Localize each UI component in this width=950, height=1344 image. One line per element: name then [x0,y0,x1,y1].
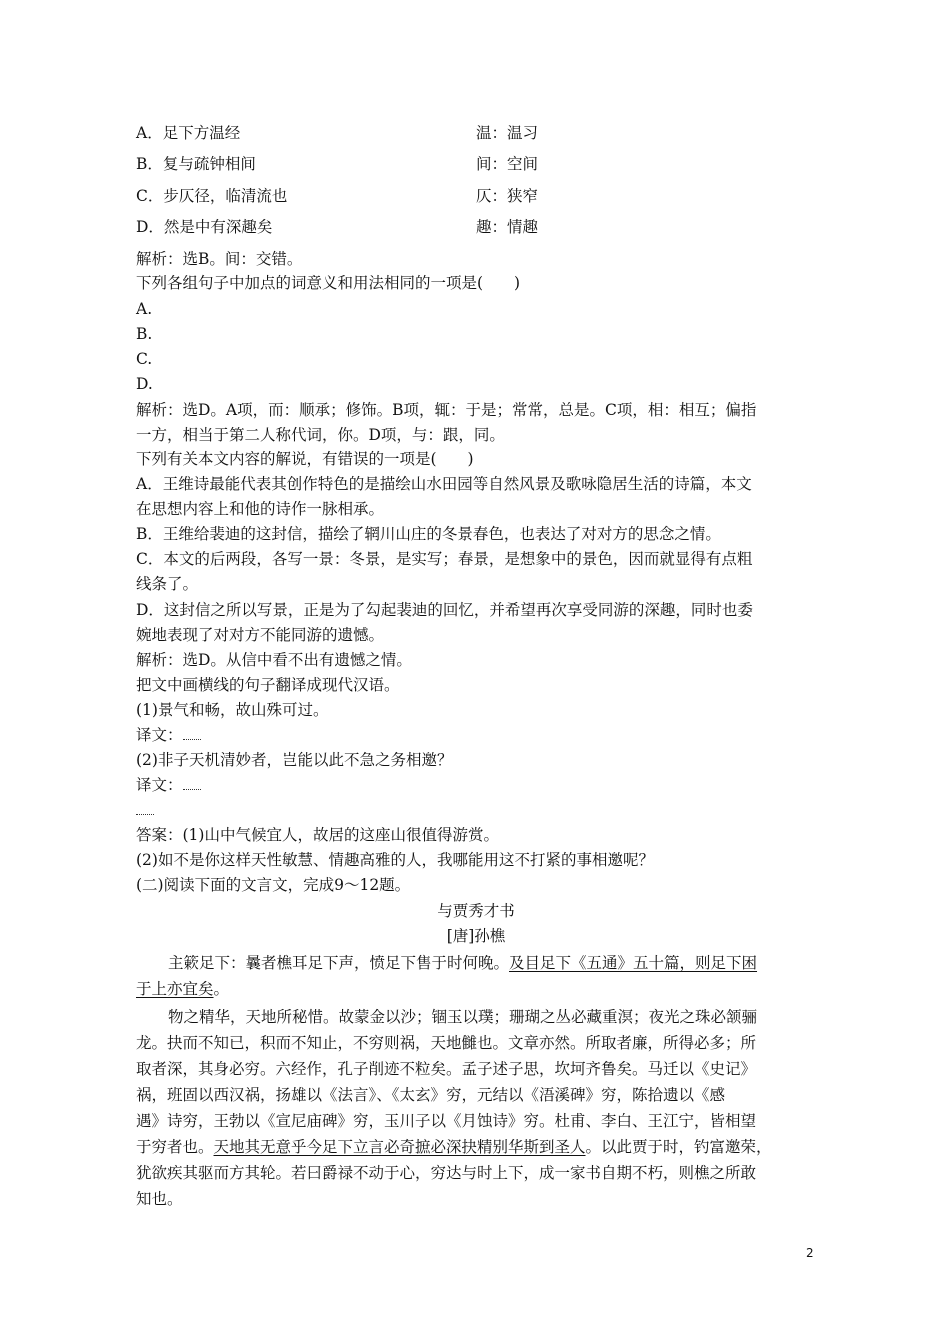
q2-choice-c: C. [136,350,153,368]
question-2: 下列各组句子中加点的词意义和用法相同的一项是( ) [136,274,521,292]
paragraph-2-line-4: 祸，班固以西汉祸，扬雄以《法言》、《太玄》穷，元结以《浯溪碑》穷，陈拾遗以《感 [136,1086,726,1104]
underlined-sentence-2: 天地其无意乎今足下立言必奇摭必深抉精别华斯到圣人 [213,1138,586,1156]
option-c-gloss: 仄：狭窄 [476,187,539,205]
q3-option-c-line-2: 线条了。 [136,575,199,593]
section-heading: (二)阅读下面的文言文，完成9～12题。 [136,876,411,894]
paragraph-2-line-7: 犹欲疾其驱而方其轮。若曰爵禄不动于心，穷达与时上下，成一家书自期不朽，则樵之所敢 [136,1164,757,1182]
question-3: 下列有关本文内容的解说，有错误的一项是( ) [136,450,474,468]
passage-author: [唐]孙樵 [446,927,506,945]
answer-1: 答案：(1)山中气候宜人，故居的这座山很值得游赏。 [136,826,499,844]
paragraph-2-line-1: 物之精华，天地所秘惜。故蒙金以沙；锢玉以璞；珊瑚之丛必藏重溟；夜光之珠必颔骊 [168,1008,758,1026]
analysis-1: 解析：选B。间：交错。 [136,250,303,268]
page-number: 2 [806,1246,814,1260]
option-c-sentence: C．步仄径，临清流也 [136,187,288,205]
q2-choice-d: D. [136,375,153,393]
option-d-sentence: D．然是中有深趣矣 [136,218,273,236]
q4-item-2: (2)非子天机清妙者，岂能以此不急之务相邀？ [136,751,453,769]
analysis-2-line-2: 一方，相当于第二人称代词，你。D项，与：跟，同。 [136,426,505,444]
q3-option-b: B．王维给裴迪的这封信，描绘了辋川山庄的冬景春色，也表达了对对方的思念之情。 [136,525,721,543]
translation-1 [136,723,816,747]
option-a-sentence: A．足下方温经 [136,124,241,142]
q4-item-1: (1)景气和畅，故山殊可过。 [136,701,329,719]
translation-blank[interactable] [136,800,154,815]
translation-blank[interactable] [183,725,201,740]
translation-blank[interactable] [183,775,201,790]
q3-option-d-line-1: D．这封信之所以写景，正是为了勾起裴迪的回忆，并希望再次享受同游的深趣，同时也委 [136,601,753,619]
option-b-gloss: 间：空间 [476,155,539,173]
paragraph-1-line-1: 主簌足下：曩者樵耳足下声，愤足下售于时何晚。及目足下《五通》五十篇，则足下困 [168,954,758,972]
paragraph-2-line-2: 龙。抉而不知已，积而不知止，不穷则祸，天地雠也。文章亦然。所取者廉，所得必多；所 [136,1034,757,1052]
paragraph-2-line-5: 遇》诗穷，王勃以《宣尼庙碑》穷，玉川子以《月蚀诗》穷。杜甫、李白、王江宁，皆相望 [136,1112,757,1130]
analysis-2-line-1: 解析：选D。A项，而：顺承；修饰。B项，辄：于是；常常，总是。C项，相：相互；偏指 [136,401,757,419]
option-a-gloss: 温：温习 [476,124,539,142]
translation-label: 译文： [136,726,183,744]
paragraph-2-line-3: 取者深，其身必穷。六经作，孔子削迹不粒矣。孟子述子思，坎坷齐鲁矣。马迁以《史记》 [136,1060,757,1078]
translation-2 [136,773,816,797]
option-b-sentence: B．复与疏钟相间 [136,155,256,173]
paragraph-1-line-2: 于上亦宜矣。 [136,980,230,998]
q2-choice-b: B. [136,325,153,343]
passage-title: 与贾秀才书 [437,902,515,920]
underlined-sentence-1: 及目足下《五通》五十篇，则足下困 [509,954,758,972]
q3-option-d-line-2: 婉地表现了对对方不能同游的遗憾。 [136,626,385,644]
q3-option-a-line-1: A．王维诗最能代表其创作特色的是描绘山水田园等自然风景及歌咏隐居生活的诗篇，本文 [136,475,752,493]
answer-2: (2)如不是你这样天性敏慧、情趣高雅的人，我哪能用这不打紧的事相邀呢？ [136,851,654,869]
question-4: 把文中画横线的句子翻译成现代汉语。 [136,676,400,694]
translation-label: 译文： [136,776,183,794]
q3-option-a-line-2: 在思想内容上和他的诗作一脉相承。 [136,500,385,518]
q2-choice-a: A. [136,300,153,318]
q3-option-c-line-1: C．本文的后两段，各写一景：冬景，是实写；春景，是想象中的景色，因而就显得有点粗 [136,550,753,568]
translation-blank-line[interactable] [136,798,816,822]
option-d-gloss: 趣：情趣 [476,218,539,236]
underlined-sentence-1-cont: 于上亦宜矣 [136,980,214,998]
paragraph-2-line-8: 知也。 [136,1190,183,1208]
analysis-3: 解析：选D。从信中看不出有遗憾之情。 [136,651,412,669]
paragraph-2-line-6: 于穷者也。天地其无意乎今足下立言必奇摭必深抉精别华斯到圣人。以此贾于时，钓富邀荣， [136,1138,772,1156]
